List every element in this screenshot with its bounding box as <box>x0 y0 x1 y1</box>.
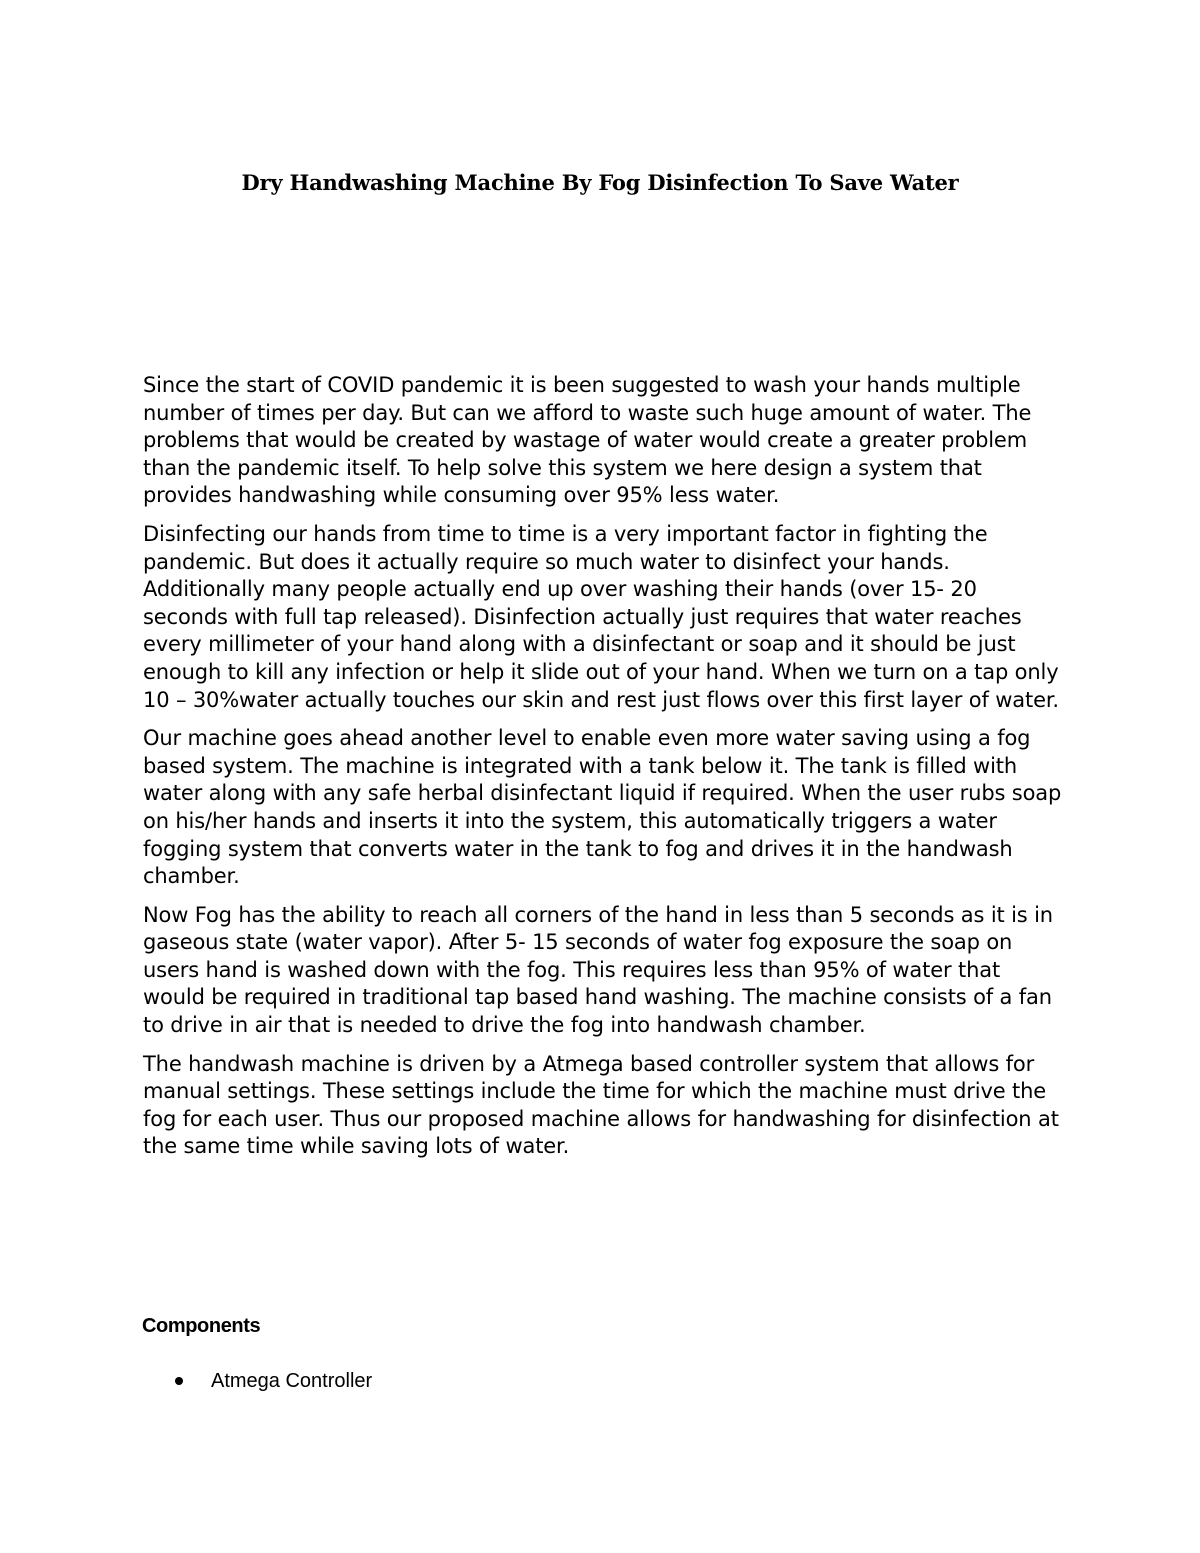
list-item <box>142 1367 372 1395</box>
paragraph-fog-ability: Now Fog has the ability to reach all corners of the hand in less than 5 seconds as it is in gaseous state (water vapor). After 5- 15 seconds of water fog exposure the soap on users hand is washed down with the fog. This requires less than 95% of water that would be required in traditional tap based hand washing. The machine consists of a fan to drive in air that is needed to drive the fog into handwash chamber. <box>143 902 1053 1038</box>
components-heading: Components <box>142 1315 261 1337</box>
paragraph-fog-system: Our machine goes ahead another level to enable even more water saving using a fog based system. The machine is integrated with a tank below it. The tank is filled with water along with any safe herbal disinfectant liquid if required. When the user rubs soap on his/her hands and inserts it into the system, this automatically triggers a water fogging system that converts water in the tank to fog and drives it in the handwash chamber. <box>143 726 1062 889</box>
document-title: Dry Handwashing Machine By Fog Disinfection To Save Water <box>241 170 959 195</box>
paragraph-controller: The handwash machine is driven by a Atmega based controller system that allows for manual settings. These settings include the time for which the machine must drive the fog for each user. Thus our proposed machine allows for handwashing for disinfection at the same time while saving lots of water. <box>143 1051 1059 1159</box>
component-label: Atmega Controller <box>211 1370 373 1392</box>
bullet-icon <box>175 1377 183 1385</box>
paragraph-intro: Since the start of COVID pandemic it is been suggested to wash your hands multiple number of times per day. But can we afford to waste such huge amount of water. The problems that would be created by wastage of water would create a greater problem than the pandemic itself. To help solve this system we here design a system that provides handwashing while consuming over 95% less water. <box>143 373 1032 508</box>
components-list <box>142 1367 372 1395</box>
document-body <box>143 372 1063 1172</box>
paragraph-disinfection: Disinfecting our hands from time to time is a very important factor in fighting the pandemic. But does it actually require so much water to disinfect your hands. Additionally many people actually end up over washing their hands (over 15- 20 seconds with full tap released). Disinfection actually just requires that water reaches every millimeter of your hand along with a disinfectant or soap and it should be just enough to kill any infection or help it slide out of your hand. When we turn on a tap only 10 – 30%water actually touches our skin and rest just flows over this first layer of water. <box>143 521 1059 712</box>
